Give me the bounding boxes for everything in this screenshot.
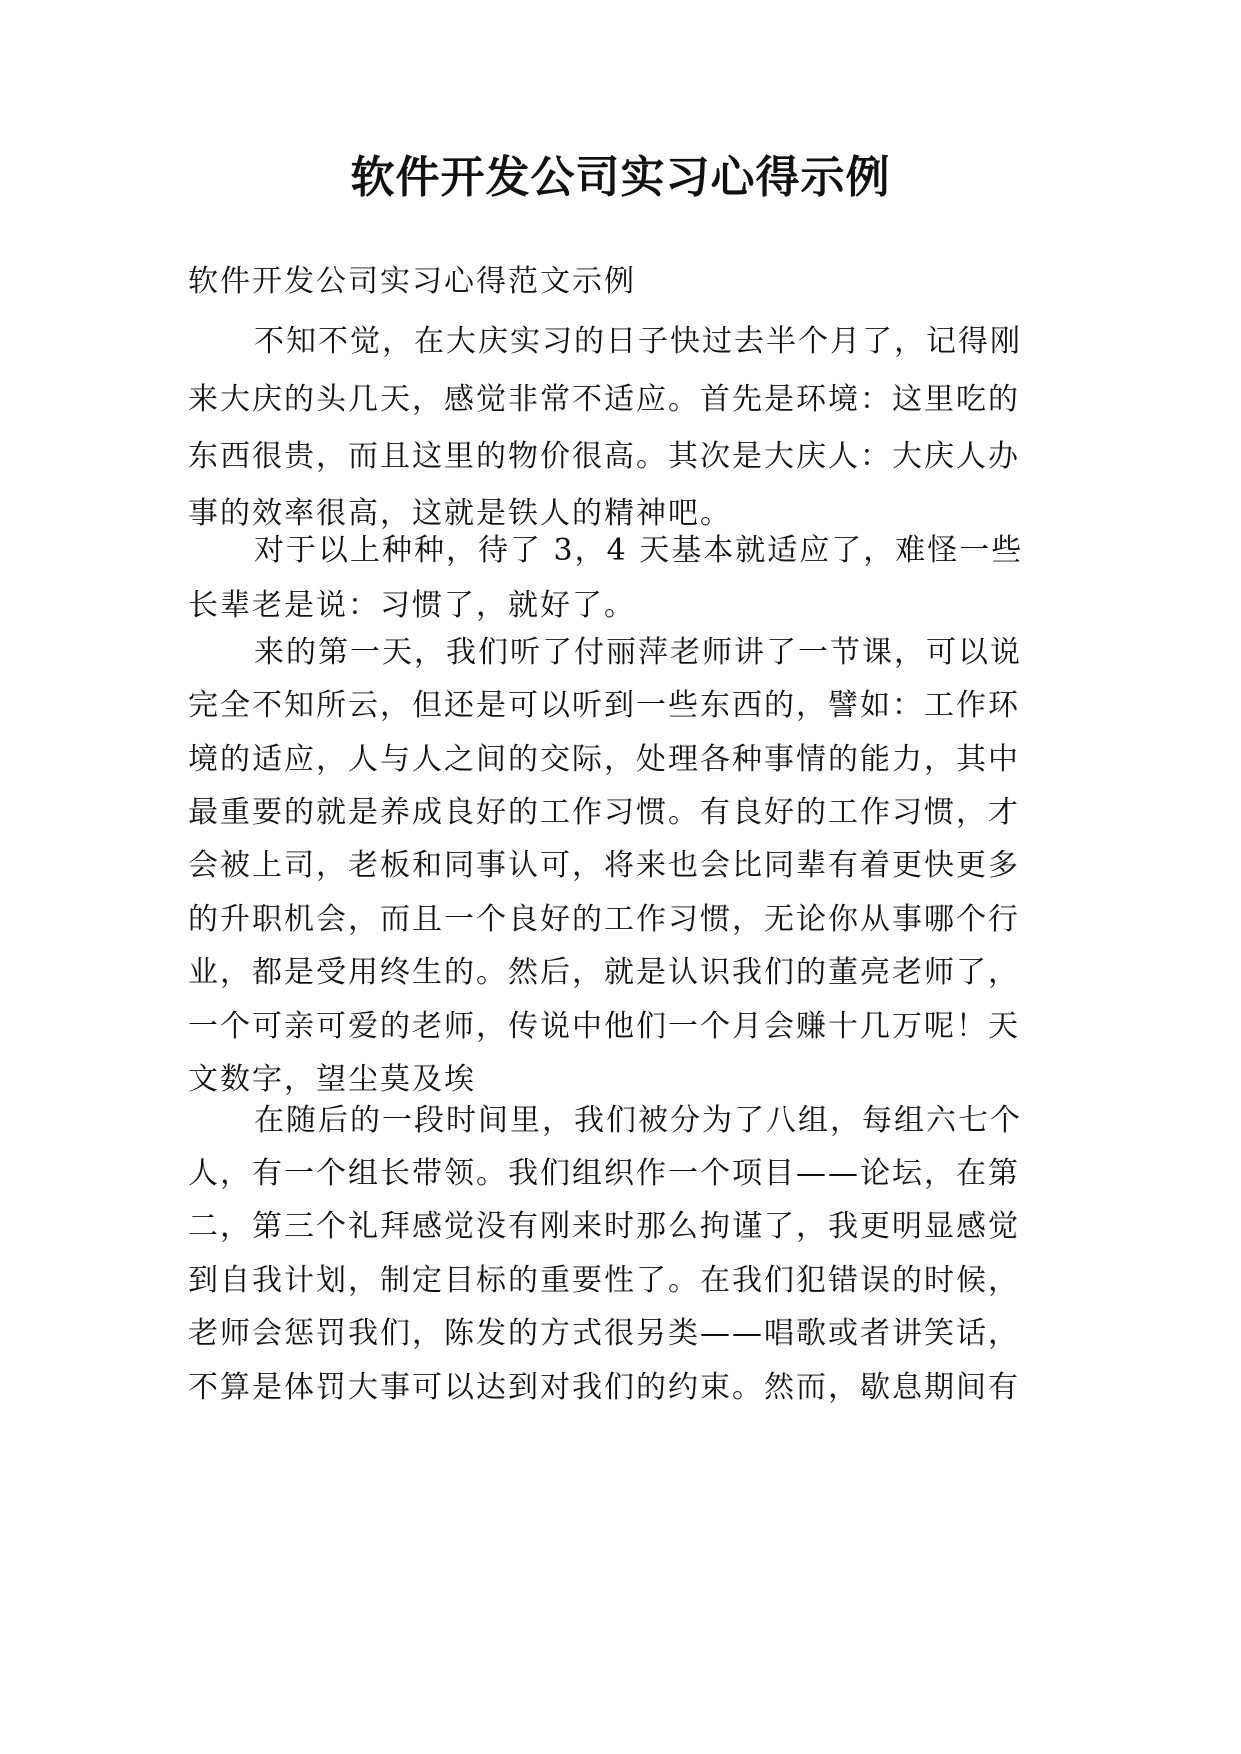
body-line: 在随后的一段时间里，我们被分为了八组，每组六七个	[254, 1103, 1022, 1138]
body-line: 来大庆的头几天，感觉非常不适应。首先是环境：这里吃的	[188, 382, 1020, 417]
body-line: 对于以上种种，待了 3，4 天基本就适应了，难怪一些	[254, 533, 1024, 568]
body-line: 的升职机会，而且一个良好的工作习惯，无论你从事哪个行	[188, 902, 1020, 937]
body-line: 东西很贵，而且这里的物价很高。其次是大庆人：大庆人办	[188, 439, 1020, 474]
body-line: 不知不觉，在大庆实习的日子快过去半个月了，记得刚	[254, 324, 1022, 359]
body-line: 最重要的就是养成良好的工作习惯。有良好的工作习惯，才	[188, 795, 1020, 830]
body-line: 业，都是受用终生的。然后，就是认识我们的董亮老师了，	[188, 955, 1020, 990]
body-line: 长辈老是说：习惯了，就好了。	[188, 588, 636, 623]
body-line: 不算是体罚大事可以达到对我们的约束。然而，歇息期间有	[188, 1370, 1020, 1405]
document-title: 软件开发公司实习心得示例	[350, 152, 891, 203]
body-line: 事的效率很高，这就是铁人的精神吧。	[188, 496, 732, 531]
body-line: 来的第一天，我们听了付丽萍老师讲了一节课，可以说	[254, 635, 1022, 670]
body-line: 老师会惩罚我们，陈发的方式很另类——唱歌或者讲笑话，	[188, 1316, 1020, 1351]
body-line: 会被上司，老板和同事认可，将来也会比同辈有着更快更多	[188, 848, 1020, 883]
body-line: 一个可亲可爱的老师，传说中他们一个月会赚十几万呢！天	[188, 1009, 1020, 1044]
body-line: 到自我计划，制定目标的重要性了。在我们犯错误的时候，	[188, 1263, 1020, 1298]
document-subtitle: 软件开发公司实习心得范文示例	[188, 264, 636, 299]
body-line: 完全不知所云，但还是可以听到一些东西的，譬如：工作环	[188, 688, 1020, 723]
body-line: 二，第三个礼拜感觉没有刚来时那么拘谨了，我更明显感觉	[188, 1209, 1020, 1244]
body-line: 文数字，望尘莫及埃	[188, 1062, 476, 1097]
body-line: 人，有一个组长带领。我们组织作一个项目——论坛，在第	[188, 1156, 1020, 1191]
body-line: 境的适应，人与人之间的交际，处理各种事情的能力，其中	[188, 742, 1020, 777]
